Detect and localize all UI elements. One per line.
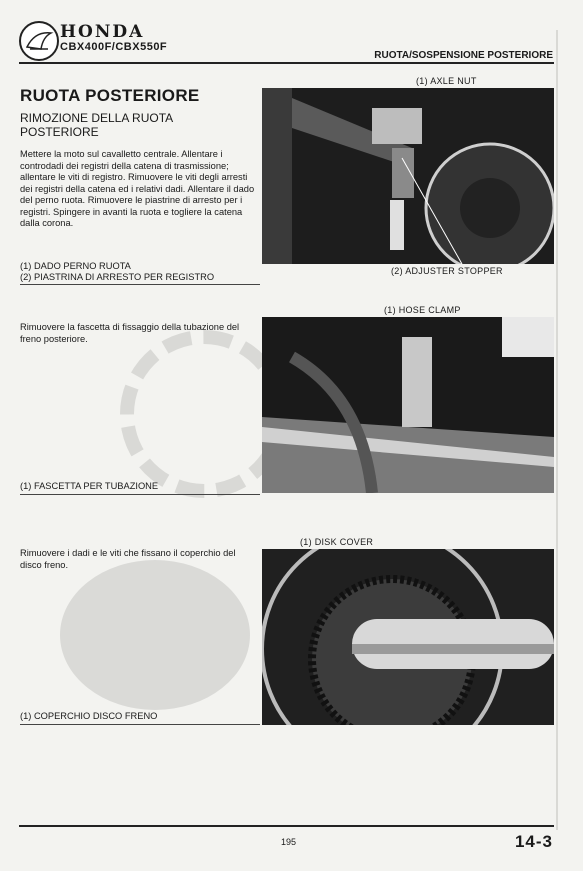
step1-legend-2: (2) PIASTRINA DI ARRESTO PER REGISTRO [20, 272, 215, 282]
model-name: CBX400F/CBX550F [60, 41, 168, 53]
step2-text: Rimuovere la fascetta di fissaggio della tubazione del freno posteriore. [20, 322, 240, 344]
honda-wing-logo [19, 21, 59, 61]
photo3-label-disk-cover: (1) DISK COVER [300, 537, 374, 547]
step3-text: Rimuovere i dadi e le viti che fissano il coperchio del disco freno. [20, 548, 236, 570]
photo1-label-adjuster-stopper: (2) ADJUSTER STOPPER [391, 266, 503, 276]
step3-rule [20, 724, 260, 725]
step1-legend-1: (1) DADO PERNO RUOTA [20, 261, 131, 271]
step2-legend: (1) FASCETTA PER TUBAZIONE [20, 481, 159, 491]
section-title: RUOTA/SOSPENSIONE POSTERIORE [374, 50, 553, 61]
step3-legend: (1) COPERCHIO DISCO FRENO [20, 711, 158, 721]
step1-rule [20, 284, 260, 285]
step1-text: Mettere la moto sul cavalletto centrale. Allentare i controdadi dei registri della catena di trasmissione; allentare le viti di registro. Rimuovere le viti degli arresti dei registri della catena ed i relativi dadi. Allentare il dado del perno ruota. Rimuovere le piastrine di arresto per i registri. Spingere in avanti la ruota e togliere la catena dalla corona. [20, 149, 255, 228]
subtitle: RIMOZIONE DELLA RUOTA POSTERIORE [20, 111, 173, 139]
page-edge-shadow [556, 30, 558, 830]
page-number: 195 [281, 837, 297, 847]
photo-axle-nut [262, 88, 554, 264]
header-rule [19, 62, 554, 64]
bleed-through-disk [60, 560, 250, 710]
chapter-page: 14-3 [514, 832, 553, 851]
footer-rule [19, 825, 554, 827]
page-title: RUOTA POSTERIORE [20, 86, 200, 105]
photo-hose-clamp [262, 317, 554, 493]
step2-rule [20, 494, 260, 495]
brand-name: HONDA [60, 22, 145, 42]
photo2-label-hose-clamp: (1) HOSE CLAMP [384, 305, 461, 315]
photo1-label-axle-nut: (1) AXLE NUT [416, 76, 477, 86]
photo-disk-cover [262, 549, 554, 725]
